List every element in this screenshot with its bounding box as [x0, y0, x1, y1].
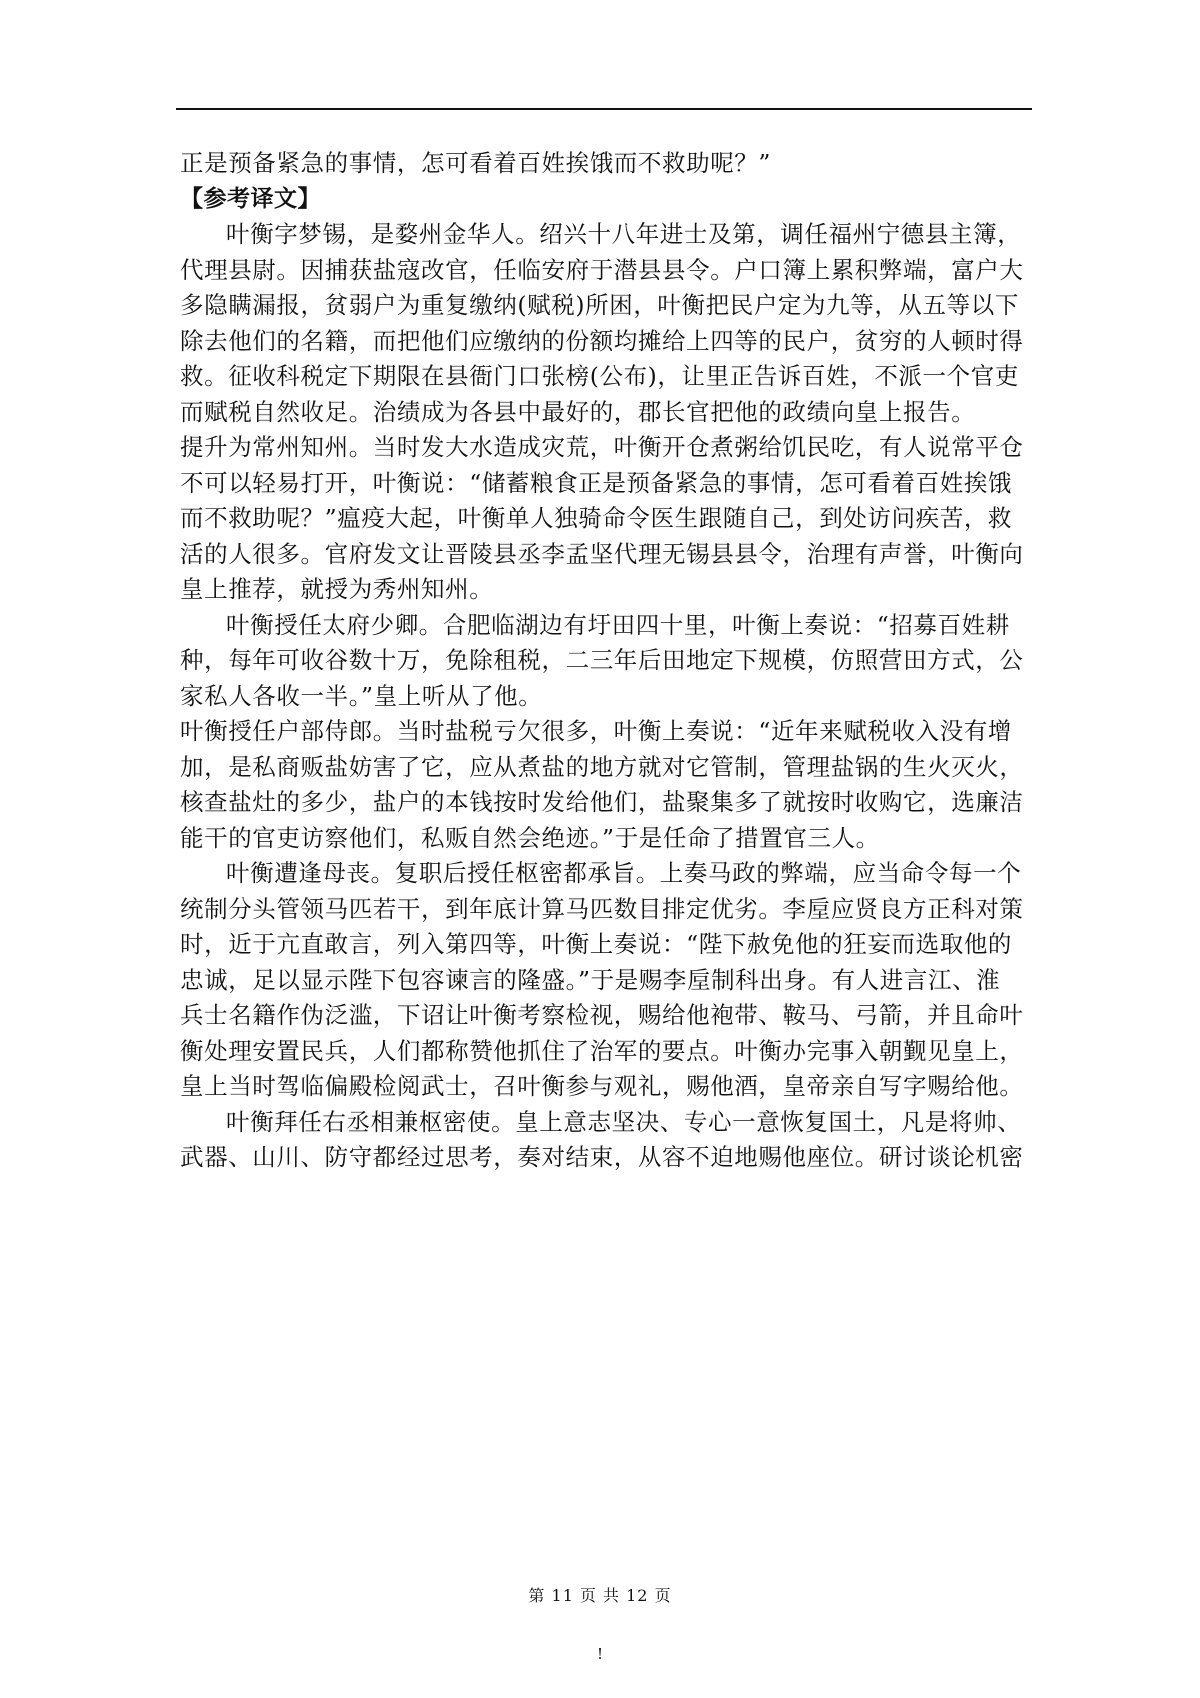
- paragraph-line: 而赋税自然收足。治绩成为各县中最好的，郡长官把他的政绩向皇上报告。: [180, 397, 976, 426]
- paragraph-line: 代理县尉。因捕获盐寇改官，任临安府于潜县县令。户口簿上累积弊端，富户大: [180, 255, 1024, 284]
- paragraph-line: 皇上推荐，就授为秀州知州。: [180, 575, 494, 603]
- paragraph-line: 叶衡授任太府少卿。合肥临湖边有圩田四十里，叶衡上奏说：“招募百姓耕: [226, 610, 1010, 639]
- paragraph-line: 衡处理安置民兵，人们都称赞他抓住了治军的要点。叶衡办完事入朝觐见皇上，: [180, 1036, 1024, 1065]
- page-mark: !: [596, 1645, 604, 1663]
- paragraph: [180, 714, 1028, 856]
- paragraph-line: 多隐瞒漏报，贫弱户为重复缴纳(赋税)所困，叶衡把民户定为九等，从五等以下: [180, 291, 1019, 319]
- paragraph-line: 提升为常州知州。当时发大水造成灾荒，叶衡开仓煮粥给饥民吃，有人说常平仓: [180, 433, 1024, 461]
- paragraph: [180, 217, 1028, 430]
- paragraph-line: 忠诚，足以显示陛下包容谏言的隆盛。”于是赐李垕制科出身。有人进言江、淮: [180, 965, 1001, 994]
- paragraph-line: 种，每年可收谷数十万，免除租税，二三年后田地定下规模，仿照营田方式，公: [180, 646, 1024, 674]
- intro-line: 正是预备紧急的事情，怎可看着百姓挨饿而不救助呢？”: [180, 149, 772, 177]
- paragraph: [180, 608, 1028, 715]
- paragraph-line: 家私人各收一半。”皇上听从了他。: [180, 681, 543, 710]
- paragraph-line: 兵士名籍作伪泛滥，下诏让叶衡考察检视，赐给他袍带、鞍马、弓箭，并且命叶: [180, 1001, 1024, 1029]
- paragraph-line: 核查盐灶的多少，盐户的本钱按时发给他们，盐聚集多了就按时收购它，选廉洁: [180, 788, 1024, 816]
- header-rule: [176, 108, 1032, 110]
- paragraph-line: 救。征收科税定下期限在县衙门口张榜(公布)，让里正告诉百姓，不派一个官吏: [180, 362, 1019, 390]
- paragraph: [180, 856, 1028, 1105]
- paragraph: [180, 1105, 1028, 1176]
- paragraph-line: 皇上当时驾临偏殿检阅武士，召叶衡参与观礼，赐他酒，皇帝亲自写字赐给他。: [180, 1072, 1024, 1100]
- paragraph-line: 而不救助呢？”瘟疫大起，叶衡单人独骑命令医生跟随自己，到处访问疾苦，救: [180, 504, 1013, 532]
- paragraph-line: 不可以轻易打开，叶衡说：“储蓄粮食正是预备紧急的事情，怎可看着百姓挨饿: [180, 468, 1013, 497]
- paragraph-line: 叶衡拜任右丞相兼枢密使。皇上意志坚决、专心一意恢复国土，凡是将帅、: [226, 1107, 1022, 1136]
- paragraph-line: 能干的官吏访察他们，私贩自然会绝迹。”于是任命了措置官三人。: [180, 823, 880, 852]
- paragraph-line: 活的人很多。官府发文让晋陵县丞李孟坚代理无锡县县令，治理有声誉，叶衡向: [180, 539, 1024, 568]
- paragraph-line: 统制分头管领马匹若干，到年底计算马匹数目排定优劣。李垕应贤良方正科对策: [180, 894, 1024, 923]
- paragraph-line: 武器、山川、防守都经过思考，奏对结束，从容不迫地赐他座位。研讨谈论机密: [180, 1143, 1024, 1171]
- document-body: [180, 146, 1028, 1176]
- paragraph-line: 除去他们的名籍，而把他们应缴纳的份额均摊给上四等的民户，贫穷的人顿时得: [180, 326, 1024, 355]
- paragraph: [180, 430, 1028, 608]
- paragraph-list: [180, 217, 1028, 1176]
- paragraph-line: 叶衡授任户部侍郎。当时盐税亏欠很多，叶衡上奏说：“近年来赋税收入没有增: [180, 717, 1013, 745]
- section-heading: 【参考译文】: [180, 185, 321, 212]
- page-number: 第 11 页 共 12 页: [528, 1586, 672, 1605]
- paragraph-line: 加，是私商贩盐妨害了它，应从煮盐的地方就对它管制，管理盐锅的生火灭火，: [180, 752, 1024, 781]
- paragraph-line: 叶衡字梦锡，是婺州金华人。绍兴十八年进士及第，调任福州宁德县主簿，: [226, 220, 1022, 248]
- paragraph-line: 时，近于亢直敢言，列入第四等，叶衡上奏说：“陛下赦免他的狂妄而选取他的: [180, 930, 1013, 958]
- paragraph-line: 叶衡遭逢母丧。复职后授任枢密都承旨。上奏马政的弊端，应当命令每一个: [226, 859, 1022, 887]
